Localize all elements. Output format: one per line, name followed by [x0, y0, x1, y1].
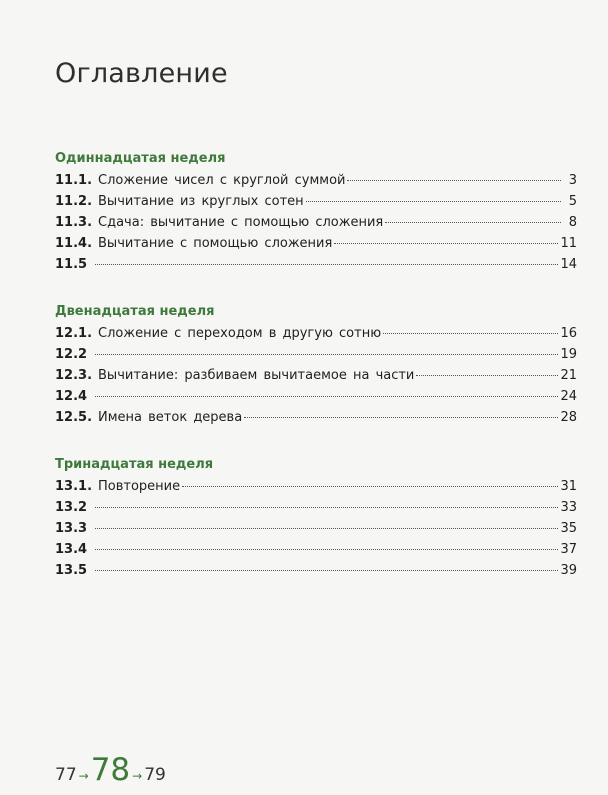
dot-leader — [416, 375, 558, 376]
entry-title: Вычитание: разбиваем вычитаемое на части — [98, 368, 415, 383]
entry-number: 12.1. — [55, 326, 93, 341]
entry-number: 11.4. — [55, 236, 93, 251]
entry-page-number: 37 — [560, 542, 577, 557]
toc-entry[interactable] — [55, 233, 577, 254]
entry-number: 13.3 — [55, 521, 88, 536]
toc-entry[interactable] — [55, 518, 577, 539]
section-week-13 — [55, 456, 577, 581]
entry-page-number: 14 — [560, 257, 577, 272]
entry-page-number: 33 — [560, 500, 577, 515]
entry-page-number: 8 — [568, 215, 577, 230]
dot-leader — [95, 264, 558, 265]
page-navigation — [55, 752, 166, 788]
dot-leader — [95, 396, 558, 397]
entry-page-number: 5 — [568, 194, 577, 209]
entry-title: Повторение — [98, 479, 181, 494]
entry-page-number: 19 — [560, 347, 577, 362]
entry-page-number: 31 — [560, 479, 577, 494]
dot-leader — [182, 486, 558, 487]
toc-entry[interactable] — [55, 560, 577, 581]
toc-entry[interactable] — [55, 476, 577, 497]
entry-number: 13.2 — [55, 500, 88, 515]
dot-leader — [306, 201, 561, 202]
section-title: Двенадцатая неделя — [55, 304, 215, 319]
toc-entry[interactable] — [55, 170, 577, 191]
toc-entry[interactable] — [55, 497, 577, 518]
entry-page-number: 28 — [560, 410, 577, 425]
entry-title: Вычитание из круглых сотен — [98, 194, 304, 209]
entry-title: Сдача: вычитание с помощью сложения — [98, 215, 384, 230]
entry-number: 11.1. — [55, 173, 93, 188]
table-of-contents — [55, 150, 577, 609]
dot-leader — [383, 333, 558, 334]
entry-page-number: 24 — [560, 389, 577, 404]
toc-entry[interactable] — [55, 212, 577, 233]
dot-leader — [95, 570, 558, 571]
current-page-number: 78 — [90, 752, 131, 788]
entry-number: 12.5. — [55, 410, 93, 425]
entry-number: 11.3. — [55, 215, 93, 230]
toc-entry[interactable] — [55, 191, 577, 212]
dot-leader — [385, 222, 561, 223]
prev-page-number[interactable]: 77 — [55, 765, 77, 785]
arrow-right-icon: → — [78, 769, 89, 783]
entry-title: Имена веток дерева — [98, 410, 243, 425]
entry-page-number: 3 — [568, 173, 577, 188]
entry-title: Сложение чисел с круглой суммой — [98, 173, 346, 188]
dot-leader — [95, 549, 558, 550]
dot-leader — [334, 243, 558, 244]
dot-leader — [244, 417, 558, 418]
toc-entry[interactable] — [55, 365, 577, 386]
dot-leader — [95, 354, 558, 355]
toc-entry[interactable] — [55, 323, 577, 344]
entry-title: Сложение с переходом в другую сотню — [98, 326, 382, 341]
entry-page-number: 39 — [560, 563, 577, 578]
entry-page-number: 35 — [560, 521, 577, 536]
section-week-11 — [55, 150, 577, 275]
entry-number: 13.4 — [55, 542, 88, 557]
section-title: Тринадцатая неделя — [55, 457, 214, 472]
toc-entry[interactable] — [55, 386, 577, 407]
entry-number: 12.3. — [55, 368, 93, 383]
section-week-12 — [55, 303, 577, 428]
entry-number: 11.5 — [55, 257, 88, 272]
toc-entry[interactable] — [55, 344, 577, 365]
section-title: Одиннадцатая неделя — [55, 151, 226, 166]
entry-number: 11.2. — [55, 194, 93, 209]
entry-number: 12.2 — [55, 347, 88, 362]
toc-entry[interactable] — [55, 407, 577, 428]
entry-page-number: 11 — [560, 236, 577, 251]
entry-number: 12.4 — [55, 389, 88, 404]
dot-leader — [95, 528, 558, 529]
entry-page-number: 21 — [560, 368, 577, 383]
page-title: Оглавление — [55, 58, 228, 89]
entry-number: 13.5 — [55, 563, 88, 578]
toc-entry[interactable] — [55, 254, 577, 275]
entry-title: Вычитание с помощью сложения — [98, 236, 333, 251]
dot-leader — [95, 507, 558, 508]
toc-entry[interactable] — [55, 539, 577, 560]
next-page-number[interactable]: 79 — [144, 765, 166, 785]
arrow-right-icon: → — [132, 769, 143, 783]
dot-leader — [347, 180, 561, 181]
entry-page-number: 16 — [560, 326, 577, 341]
entry-number: 13.1. — [55, 479, 93, 494]
